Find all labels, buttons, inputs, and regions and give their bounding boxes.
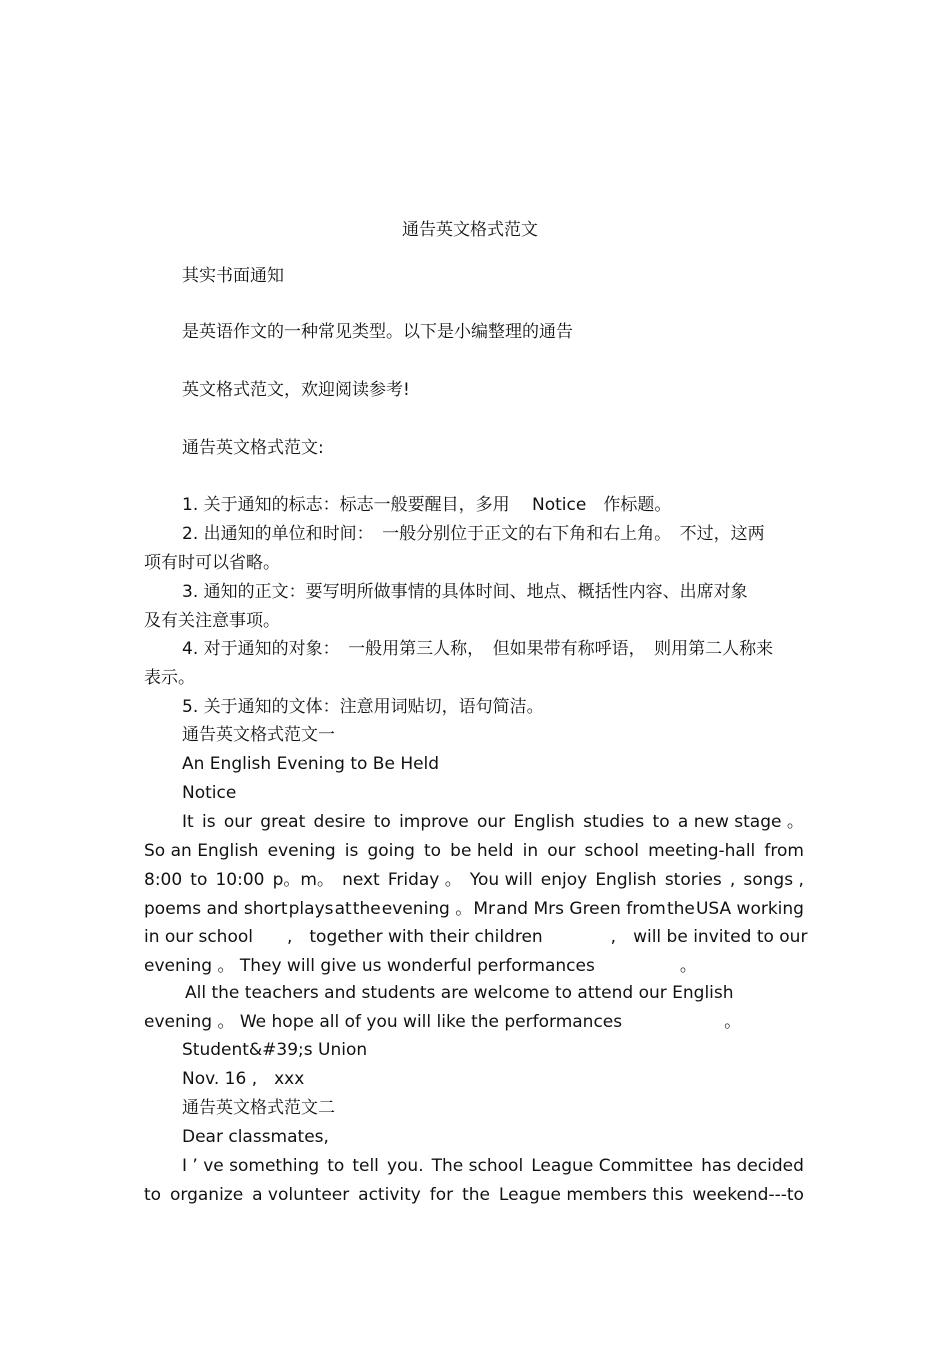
- text-run: I ’ ve something: [182, 1156, 320, 1176]
- text-run: p。m。: [272, 870, 334, 890]
- sample-1-para-1-line-4: [144, 897, 804, 921]
- text-run: enjoy: [540, 870, 588, 890]
- text-run: to: [652, 812, 670, 832]
- text-run: our: [223, 812, 253, 832]
- text-run: our: [476, 812, 506, 832]
- text-run: our: [547, 841, 576, 861]
- sample-1-para-2-line-1: All the teachers and students are welcome to attend our English: [185, 983, 734, 1003]
- text-run: You will: [469, 870, 533, 890]
- sample-1-para-2-line-2: evening 。 We hope all of you will like the performances 。: [144, 1012, 742, 1032]
- point-2-line-1: 2. 出通知的单位和时间： 一般分别位于正文的右下角和右上角。 不过，这两: [182, 524, 765, 544]
- text-run: the: [462, 1185, 490, 1205]
- intro-line-4: 通告英文格式范文:: [182, 438, 324, 458]
- document-title: 通告英文格式范文: [402, 220, 538, 240]
- text-run: to: [424, 841, 442, 861]
- text-run: Friday 。: [387, 870, 462, 890]
- text-run: the: [352, 899, 381, 919]
- text-run: English: [513, 812, 575, 832]
- point-2-line-2: 项有时可以省略。: [144, 553, 280, 573]
- point-5: 5. 关于通知的文体：注意用词贴切，语句简洁。: [182, 697, 544, 717]
- text-run: has decided: [701, 1156, 804, 1176]
- sample-1-para-1-line-3: [144, 868, 804, 892]
- text-run: organize: [170, 1185, 244, 1205]
- text-run: you.: [386, 1156, 424, 1176]
- sample-2-line-2: [144, 1183, 804, 1207]
- sample-1-para-1-line-2: [144, 839, 804, 863]
- text-run: evening: [267, 841, 336, 861]
- sample-2-line-1: [182, 1154, 804, 1178]
- text-run: to: [373, 812, 391, 832]
- text-run: USA working: [695, 899, 804, 919]
- text-run: Mr: [473, 899, 495, 919]
- text-run: improve: [399, 812, 469, 832]
- text-run: in: [522, 841, 539, 861]
- sample-1-signature: Student&#39;s Union: [182, 1040, 368, 1060]
- sample-1-date: Nov. 16 , xxx: [182, 1069, 305, 1089]
- text-run: League members this: [498, 1185, 684, 1205]
- sample-1-title: An English Evening to Be Held: [182, 754, 440, 774]
- sample-1-para-1-line-1: [182, 810, 804, 834]
- text-run: League Committee: [531, 1156, 694, 1176]
- intro-line-2: 是英语作文的一种常见类型。以下是小编整理的通告: [182, 322, 573, 342]
- text-run: activity: [358, 1185, 421, 1205]
- text-run: school: [584, 841, 639, 861]
- sample-1-para-1-line-6: evening 。 They will give us wonderful performances 。: [144, 956, 697, 976]
- sample-2-greeting: Dear classmates,: [182, 1127, 329, 1147]
- text-run: to: [190, 870, 208, 890]
- text-run: 8:00: [144, 870, 183, 890]
- text-run: to: [144, 1185, 162, 1205]
- text-run: is: [201, 812, 216, 832]
- intro-line-3: 英文格式范文，欢迎阅读参考!: [182, 380, 410, 400]
- text-run: next: [342, 870, 380, 890]
- text-run: desire: [313, 812, 366, 832]
- sample-1-notice-label: Notice: [182, 783, 237, 803]
- text-run: ,: [729, 870, 736, 890]
- text-run: stories: [664, 870, 722, 890]
- point-3-line-1: 3. 通知的正文：要写明所做事情的具体时间、地点、概括性内容、出席对象: [182, 582, 748, 602]
- text-run: at: [334, 899, 352, 919]
- text-run: a volunteer: [252, 1185, 350, 1205]
- text-run: going: [367, 841, 415, 861]
- text-run: It: [182, 812, 194, 832]
- text-run: weekend---to: [692, 1185, 804, 1205]
- text-run: English: [595, 870, 657, 890]
- intro-line-1: 其实书面通知: [182, 266, 284, 286]
- point-1: 1. 关于通知的标志：标志一般要醒目，多用 Notice 作标题。: [182, 495, 672, 515]
- text-run: for: [429, 1185, 454, 1205]
- text-run: plays: [288, 899, 334, 919]
- text-run: to: [327, 1156, 345, 1176]
- text-run: meeting-hall: [648, 841, 756, 861]
- text-run: the: [666, 899, 695, 919]
- text-run: from: [764, 841, 804, 861]
- text-run: be held: [450, 841, 514, 861]
- text-run: great: [260, 812, 306, 832]
- sample-1-heading: 通告英文格式范文一: [182, 725, 335, 745]
- text-run: poems and short: [144, 899, 288, 919]
- text-run: So an English: [144, 841, 259, 861]
- sample-2-heading: 通告英文格式范文二: [182, 1098, 335, 1118]
- point-3-line-2: 及有关注意事项。: [144, 611, 280, 631]
- text-run: 10:00: [215, 870, 265, 890]
- point-4-line-2: 表示。: [144, 668, 195, 688]
- sample-1-para-1-line-5: in our school , together with their children , will be invited to our: [144, 927, 808, 947]
- text-run: studies: [583, 812, 645, 832]
- text-run: a new stage 。: [677, 812, 804, 832]
- text-run: evening 。: [381, 899, 473, 919]
- text-run: songs ,: [743, 870, 804, 890]
- text-run: tell: [352, 1156, 379, 1176]
- text-run: The school: [431, 1156, 524, 1176]
- point-4-line-1: 4. 对于通知的对象： 一般用第三人称， 但如果带有称呼语， 则用第二人称来: [182, 639, 774, 659]
- text-run: is: [344, 841, 359, 861]
- text-run: and Mrs Green from: [496, 899, 666, 919]
